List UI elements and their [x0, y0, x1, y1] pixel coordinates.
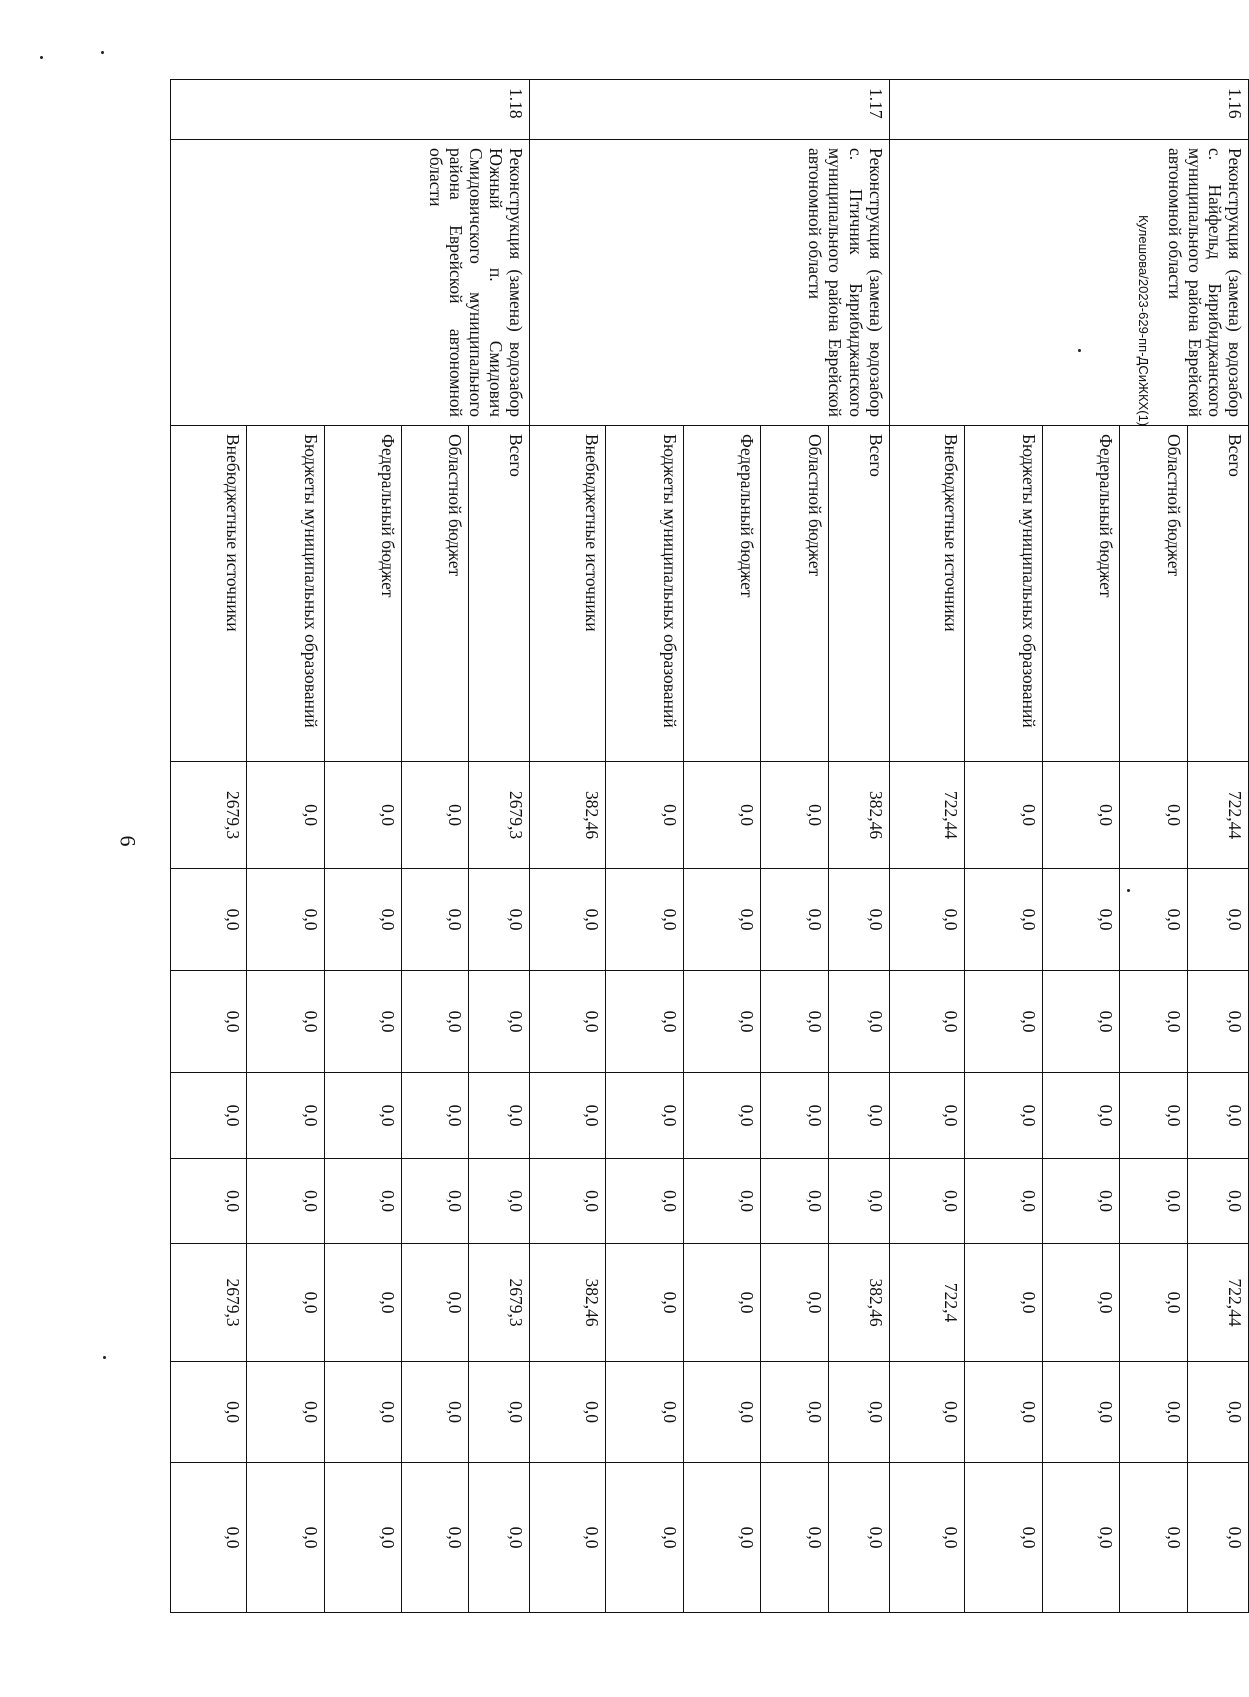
object-name: Реконструкция (замена) водозабор Южный п. Смидович Смидовичского муниципального района Еврейской автономной области: [171, 140, 530, 426]
amount-cell: 0,0: [324, 1159, 401, 1244]
amount-cell: 0,0: [401, 1073, 469, 1159]
scan-speck: [101, 51, 104, 54]
amount-cell: 0,0: [246, 1244, 324, 1362]
amount-cell: 0,0: [171, 971, 247, 1073]
object-name: Реконструкция (замена) водозабор с. Найфельд Бирибиджанского муниципального района Еврейской автономной области: [889, 140, 1248, 426]
amount-cell: 2679,3: [469, 762, 530, 869]
amount-cell: 0,0: [828, 971, 889, 1073]
amount-cell: 0,0: [530, 1362, 606, 1463]
amount-cell: 0,0: [324, 869, 401, 971]
amount-cell: 0,0: [889, 1463, 965, 1613]
amount-cell: 0,0: [324, 762, 401, 869]
amount-cell: 0,0: [760, 1362, 828, 1463]
amount-cell: 0,0: [171, 869, 247, 971]
amount-cell: 0,0: [965, 1463, 1043, 1613]
amount-cell: 0,0: [1187, 1362, 1248, 1463]
amount-cell: 0,0: [684, 1244, 761, 1362]
amount-cell: 0,0: [171, 1463, 247, 1613]
amount-cell: 722,44: [1187, 1244, 1248, 1362]
amount-cell: 0,0: [684, 1463, 761, 1613]
amount-cell: 0,0: [605, 1073, 683, 1159]
financing-table-rotated: [170, 79, 1249, 1612]
funding-source: Бюджеты муниципальных образований: [605, 426, 683, 762]
funding-source: Внебюджетные источники: [171, 426, 247, 762]
object-name: Реконструкция (замена) водозабор с. Птичник Бирибиджанского муниципального района Еврейской автономной области: [530, 140, 889, 426]
amount-cell: 0,0: [246, 762, 324, 869]
item-number: 1.16: [889, 80, 1248, 140]
table-row: [828, 80, 889, 1613]
amount-cell: 0,0: [760, 1159, 828, 1244]
amount-cell: 0,0: [530, 869, 606, 971]
amount-cell: 0,0: [530, 1463, 606, 1613]
page-number: 6: [115, 835, 141, 847]
amount-cell: 0,0: [401, 869, 469, 971]
amount-cell: 722,44: [1187, 762, 1248, 869]
amount-cell: 0,0: [760, 971, 828, 1073]
amount-cell: 0,0: [605, 1244, 683, 1362]
amount-cell: 0,0: [324, 971, 401, 1073]
amount-cell: 0,0: [1043, 869, 1120, 971]
amount-cell: 0,0: [965, 1073, 1043, 1159]
amount-cell: 0,0: [1187, 1073, 1248, 1159]
amount-cell: 0,0: [530, 1159, 606, 1244]
amount-cell: 0,0: [1120, 1159, 1188, 1244]
amount-cell: 0,0: [1043, 1073, 1120, 1159]
amount-cell: 0,0: [324, 1463, 401, 1613]
amount-cell: 0,0: [1043, 762, 1120, 869]
amount-cell: 0,0: [684, 869, 761, 971]
funding-source: Федеральный бюджет: [324, 426, 401, 762]
amount-cell: 0,0: [828, 1463, 889, 1613]
amount-cell: 0,0: [246, 1362, 324, 1463]
amount-cell: 0,0: [1043, 1362, 1120, 1463]
amount-cell: 382,46: [828, 1244, 889, 1362]
amount-cell: 0,0: [1043, 1159, 1120, 1244]
amount-cell: 0,0: [889, 869, 965, 971]
amount-cell: 0,0: [605, 1159, 683, 1244]
amount-cell: 0,0: [171, 1073, 247, 1159]
amount-cell: 0,0: [684, 762, 761, 869]
amount-cell: 0,0: [760, 762, 828, 869]
item-number: 1.17: [530, 80, 889, 140]
funding-source: Бюджеты муниципальных образований: [246, 426, 324, 762]
amount-cell: 0,0: [889, 1159, 965, 1244]
amount-cell: 0,0: [469, 869, 530, 971]
amount-cell: 0,0: [401, 762, 469, 869]
amount-cell: 0,0: [828, 1073, 889, 1159]
financing-table: [170, 79, 1249, 1613]
funding-source: Всего: [469, 426, 530, 762]
amount-cell: 0,0: [530, 1073, 606, 1159]
amount-cell: 0,0: [1043, 971, 1120, 1073]
amount-cell: 0,0: [469, 1073, 530, 1159]
amount-cell: 0,0: [965, 869, 1043, 971]
amount-cell: 722,44: [889, 762, 965, 869]
amount-cell: 0,0: [684, 1362, 761, 1463]
funding-source: Всего: [1187, 426, 1248, 762]
funding-source: Областной бюджет: [401, 426, 469, 762]
amount-cell: 0,0: [469, 1159, 530, 1244]
table-row: [1187, 80, 1248, 1613]
scan-speck: [40, 56, 43, 59]
funding-source: Всего: [828, 426, 889, 762]
amount-cell: 0,0: [469, 1362, 530, 1463]
amount-cell: 0,0: [828, 1362, 889, 1463]
amount-cell: 0,0: [1187, 869, 1248, 971]
amount-cell: 0,0: [530, 971, 606, 1073]
amount-cell: 0,0: [1187, 971, 1248, 1073]
amount-cell: 0,0: [324, 1073, 401, 1159]
funding-source: Внебюджетные источники: [530, 426, 606, 762]
amount-cell: 0,0: [246, 1463, 324, 1613]
amount-cell: 0,0: [605, 1463, 683, 1613]
amount-cell: 0,0: [1043, 1463, 1120, 1613]
table-body: [171, 80, 1249, 1613]
amount-cell: 0,0: [605, 869, 683, 971]
amount-cell: 0,0: [401, 1463, 469, 1613]
amount-cell: 382,46: [828, 762, 889, 869]
amount-cell: 0,0: [684, 971, 761, 1073]
amount-cell: 0,0: [605, 1362, 683, 1463]
amount-cell: 0,0: [324, 1244, 401, 1362]
amount-cell: 0,0: [760, 1244, 828, 1362]
amount-cell: 0,0: [684, 1073, 761, 1159]
amount-cell: 0,0: [1120, 1244, 1188, 1362]
amount-cell: 0,0: [171, 1362, 247, 1463]
amount-cell: 0,0: [1120, 762, 1188, 869]
amount-cell: 2679,3: [469, 1244, 530, 1362]
amount-cell: 0,0: [469, 971, 530, 1073]
amount-cell: 0,0: [684, 1159, 761, 1244]
amount-cell: 0,0: [965, 1244, 1043, 1362]
amount-cell: 0,0: [889, 1362, 965, 1463]
amount-cell: 0,0: [401, 1244, 469, 1362]
amount-cell: 0,0: [965, 1159, 1043, 1244]
amount-cell: 0,0: [965, 1362, 1043, 1463]
amount-cell: 382,46: [530, 1244, 606, 1362]
amount-cell: 0,0: [1120, 869, 1188, 971]
amount-cell: 0,0: [246, 869, 324, 971]
amount-cell: 0,0: [760, 1073, 828, 1159]
amount-cell: 0,0: [324, 1362, 401, 1463]
scan-speck: [103, 1356, 106, 1359]
amount-cell: 0,0: [1120, 971, 1188, 1073]
amount-cell: 0,0: [605, 971, 683, 1073]
amount-cell: 2679,3: [171, 762, 247, 869]
amount-cell: 0,0: [246, 1073, 324, 1159]
amount-cell: 0,0: [889, 971, 965, 1073]
amount-cell: 0,0: [171, 1159, 247, 1244]
amount-cell: 0,0: [1043, 1244, 1120, 1362]
document-code: Кулешова/2023-629-пп-ДСиЖКХ(1): [1136, 215, 1151, 427]
amount-cell: 0,0: [965, 971, 1043, 1073]
amount-cell: 0,0: [469, 1463, 530, 1613]
amount-cell: 0,0: [1187, 1463, 1248, 1613]
funding-source: Областной бюджет: [1120, 426, 1188, 762]
amount-cell: 0,0: [965, 762, 1043, 869]
amount-cell: 0,0: [1187, 1159, 1248, 1244]
amount-cell: 722,4: [889, 1244, 965, 1362]
funding-source: Областной бюджет: [760, 426, 828, 762]
amount-cell: 0,0: [401, 971, 469, 1073]
amount-cell: 0,0: [246, 971, 324, 1073]
funding-source: Федеральный бюджет: [1043, 426, 1120, 762]
amount-cell: 0,0: [605, 762, 683, 869]
amount-cell: 0,0: [401, 1362, 469, 1463]
amount-cell: 0,0: [889, 1073, 965, 1159]
table-row: [469, 80, 530, 1613]
amount-cell: 2679,3: [171, 1244, 247, 1362]
amount-cell: 0,0: [1120, 1463, 1188, 1613]
amount-cell: 0,0: [246, 1159, 324, 1244]
amount-cell: 0,0: [828, 1159, 889, 1244]
amount-cell: 382,46: [530, 762, 606, 869]
amount-cell: 0,0: [1120, 1073, 1188, 1159]
funding-source: Федеральный бюджет: [684, 426, 761, 762]
amount-cell: 0,0: [1120, 1362, 1188, 1463]
amount-cell: 0,0: [401, 1159, 469, 1244]
amount-cell: 0,0: [760, 1463, 828, 1613]
funding-source: Внебюджетные источники: [889, 426, 965, 762]
amount-cell: 0,0: [760, 869, 828, 971]
amount-cell: 0,0: [828, 869, 889, 971]
item-number: 1.18: [171, 80, 530, 140]
funding-source: Бюджеты муниципальных образований: [965, 426, 1043, 762]
